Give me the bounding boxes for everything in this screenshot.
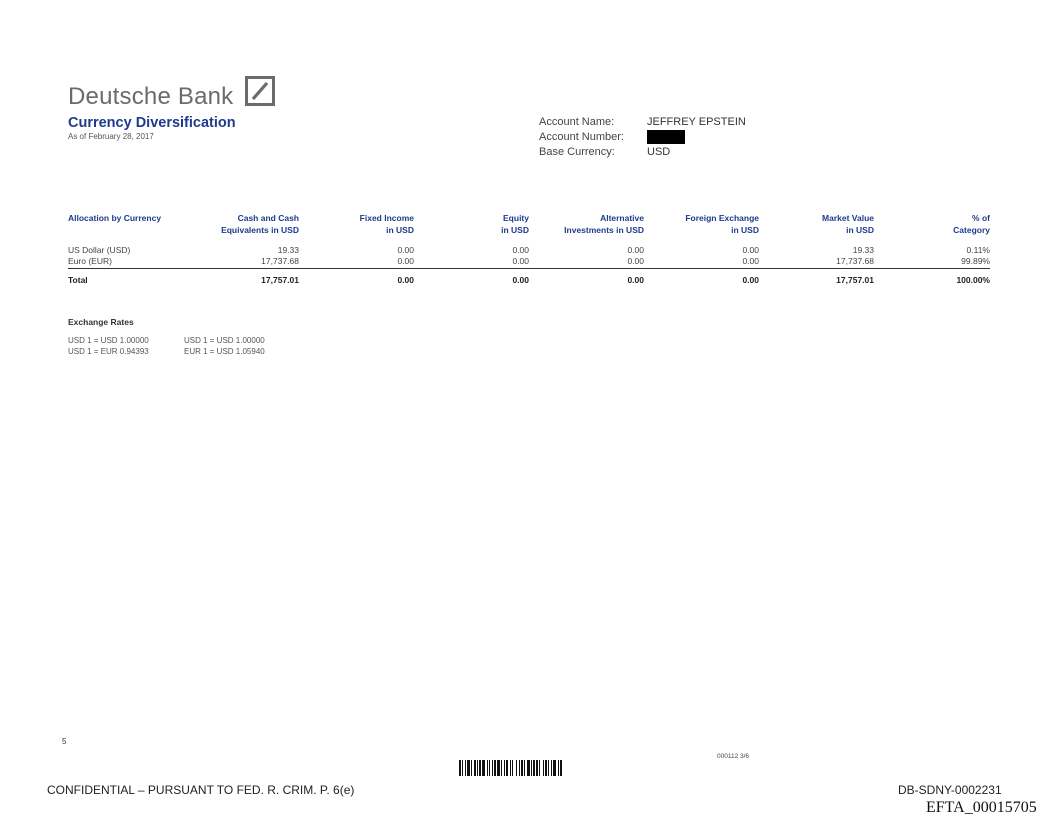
row-fixed: 0.00 xyxy=(397,245,414,255)
account-number-label: Account Number: xyxy=(539,131,624,143)
exchange-rates-title: Exchange Rates xyxy=(68,317,134,327)
header-equity: Equity in USD xyxy=(501,213,529,235)
barcode-code: 000112 3/6 xyxy=(717,753,750,760)
exchange-rates-col1: USD 1 = USD 1.00000 USD 1 = EUR 0.94393 xyxy=(68,336,149,356)
row-market: 17,737.68 xyxy=(836,256,874,266)
exchange-rates-col2: USD 1 = USD 1.00000 EUR 1 = USD 1.05940 xyxy=(184,336,265,356)
barcode-icon xyxy=(459,760,612,776)
row-fx: 0.00 xyxy=(742,256,759,266)
row-fx: 0.00 xyxy=(742,245,759,255)
row-equity: 0.00 xyxy=(512,245,529,255)
header-fixed-income: Fixed Income in USD xyxy=(359,213,414,235)
total-equity: 0.00 xyxy=(512,275,529,285)
row-currency: Euro (EUR) xyxy=(68,256,112,266)
header-allocation: Allocation by Currency xyxy=(68,213,162,223)
confidential-notice: CONFIDENTIAL – PURSUANT TO FED. R. CRIM. P. 6(e) xyxy=(47,783,355,797)
row-cash: 17,737.68 xyxy=(261,256,299,266)
as-of-date: As of February 28, 2017 xyxy=(68,132,154,141)
row-alternative: 0.00 xyxy=(627,245,644,255)
total-divider xyxy=(68,268,990,269)
row-pct: 99.89% xyxy=(961,256,990,266)
efta-number: EFTA_00015705 xyxy=(926,799,1037,816)
row-cash: 19.33 xyxy=(277,245,299,255)
base-currency-value: USD xyxy=(647,146,671,158)
row-pct: 0.11% xyxy=(966,245,990,255)
header-alternative: Alternative Investments in USD xyxy=(564,213,644,235)
total-fx: 0.00 xyxy=(742,275,759,285)
row-currency: US Dollar (USD) xyxy=(68,245,131,255)
row-market: 19.33 xyxy=(852,245,874,255)
header-foreign-exchange: Foreign Exchange in USD xyxy=(685,213,759,235)
page-number: 5 xyxy=(62,737,67,746)
account-name-value: JEFFREY EPSTEIN xyxy=(647,116,746,128)
deutsche-bank-logo-icon xyxy=(245,76,275,106)
total-alternative: 0.00 xyxy=(627,275,644,285)
bates-number: DB-SDNY-0002231 xyxy=(898,783,1002,797)
header-cash: Cash and Cash Equivalents in USD xyxy=(221,213,299,235)
total-pct: 100.00% xyxy=(956,275,990,285)
account-name-label: Account Name: xyxy=(539,116,615,128)
header-percent-category: % of Category xyxy=(953,213,990,235)
total-label: Total xyxy=(68,275,88,285)
header-market-value: Market Value in USD xyxy=(822,213,874,235)
account-number-redaction xyxy=(647,130,685,144)
row-fixed: 0.00 xyxy=(397,256,414,266)
total-market: 17,757.01 xyxy=(836,275,874,285)
row-equity: 0.00 xyxy=(512,256,529,266)
total-cash: 17,757.01 xyxy=(261,275,299,285)
base-currency-label: Base Currency: xyxy=(539,146,615,158)
page-title: Currency Diversification xyxy=(68,115,236,131)
row-alternative: 0.00 xyxy=(627,256,644,266)
total-fixed: 0.00 xyxy=(397,275,414,285)
brand-name: Deutsche Bank xyxy=(68,83,234,110)
